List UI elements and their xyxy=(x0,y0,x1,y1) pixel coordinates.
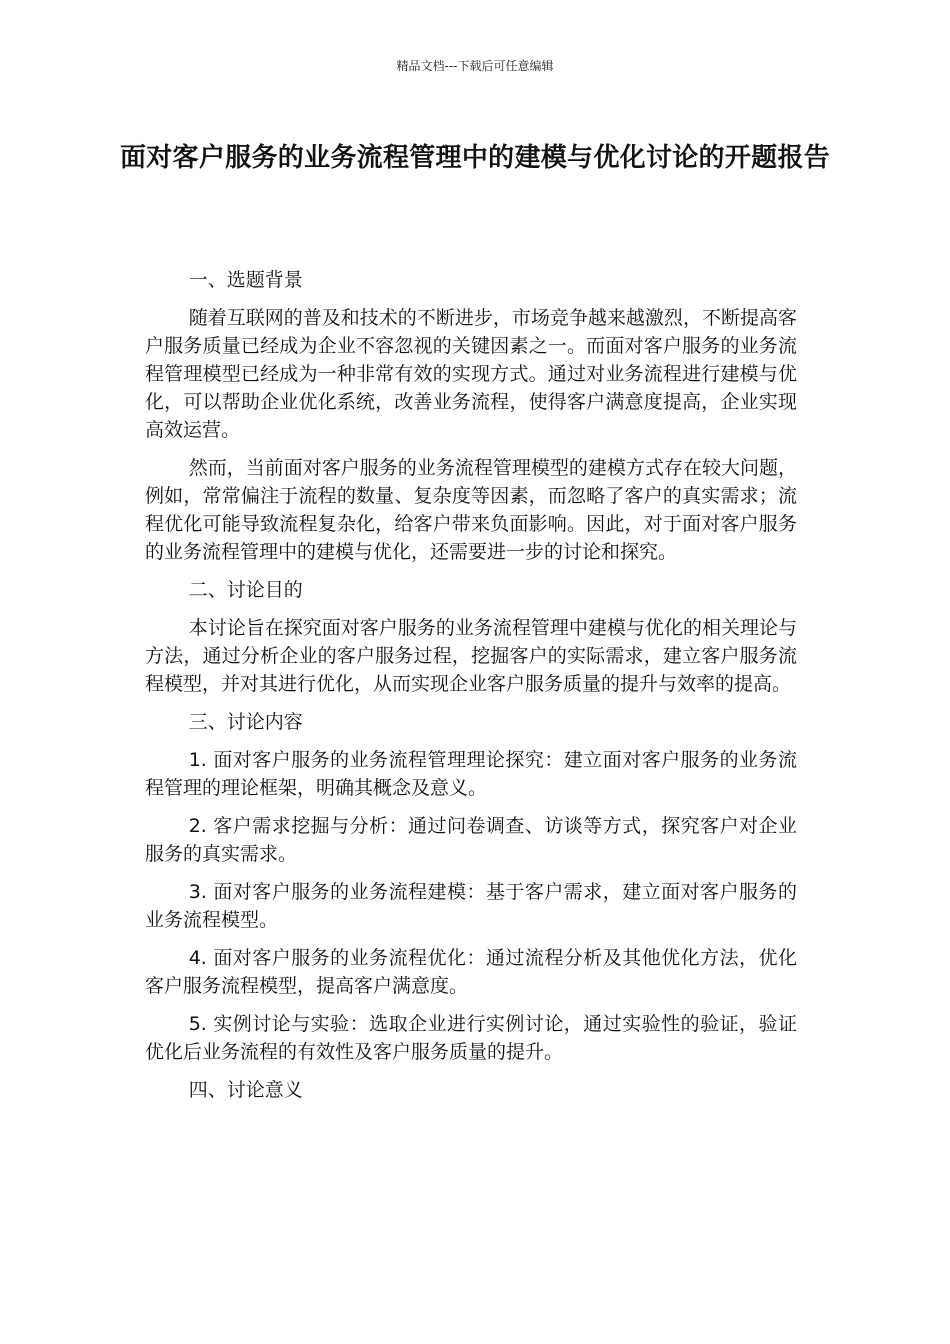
content-item-1: 1. 面对客户服务的业务流程管理理论探究：建立面对客户服务的业务流程管理的理论框架，明确其概念及意义。 xyxy=(145,749,797,799)
content-item-4: 4. 面对客户服务的业务流程优化：通过流程分析及其他优化方法，优化客户服务流程模型，提高客户满意度。 xyxy=(145,947,797,997)
document-title: 面对客户服务的业务流程管理中的建模与优化讨论的开题报告 xyxy=(119,143,831,173)
section-heading-significance: 四、讨论意义 xyxy=(188,1079,303,1101)
purpose-paragraph: 本讨论旨在探究面对客户服务的业务流程管理中建模与优化的相关理论与方法，通过分析企业的客户服务过程，挖掘客户的实际需求，建立客户服务流程模型，并对其进行优化，从而实现企业客户服务质量的提升与效率的提高。 xyxy=(145,617,797,695)
background-paragraph-1: 随着互联网的普及和技术的不断进步，市场竞争越来越激烈，不断提高客户服务质量已经成为企业不容忽视的关键因素之一。而面对客户服务的业务流程管理模型已经成为一种非常有效的实现方式。通过对业务流程进行建模与优化，可以帮助企业优化系统，改善业务流程，使得客户满意度提高，企业实现高效运营。 xyxy=(145,307,797,441)
section-heading-content: 三、讨论内容 xyxy=(188,711,303,733)
section-heading-background: 一、选题背景 xyxy=(188,269,303,291)
background-paragraph-2: 然而，当前面对客户服务的业务流程管理模型的建模方式存在较大问题，例如，常常偏注于流程的数量、复杂度等因素，而忽略了客户的真实需求；流程优化可能导致流程复杂化，给客户带来负面影响。因此，对于面对客户服务的业务流程管理中的建模与优化，还需要进一步的讨论和探究。 xyxy=(145,457,797,563)
content-item-5: 5. 实例讨论与实验：选取企业进行实例讨论，通过实验性的验证，验证优化后业务流程的有效性及客户服务质量的提升。 xyxy=(145,1013,797,1063)
section-heading-purpose: 二、讨论目的 xyxy=(188,579,303,601)
content-item-2: 2. 客户需求挖掘与分析：通过问卷调查、访谈等方式，探究客户对企业服务的真实需求。 xyxy=(145,815,797,865)
header-note: 精品文档---下载后可任意编辑 xyxy=(396,59,554,73)
document-body xyxy=(145,266,797,1114)
content-item-3: 3. 面对客户服务的业务流程建模：基于客户需求，建立面对客户服务的业务流程模型。 xyxy=(145,881,797,931)
